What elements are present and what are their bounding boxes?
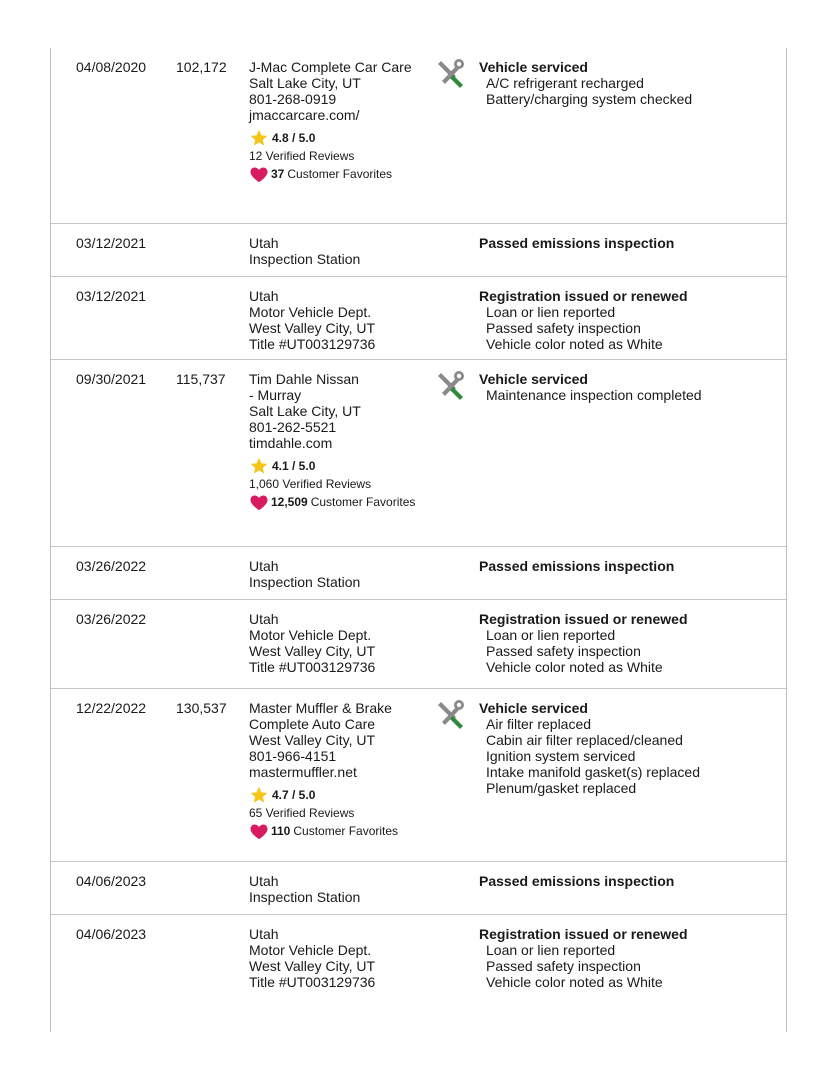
source-dept: Motor Vehicle Dept. [249,942,372,958]
comment-line: Loan or lien reported [486,942,616,958]
record-comments [479,926,779,990]
record-date: 03/26/2022 [76,558,147,574]
record-date: 09/30/2021 [76,371,147,387]
source-website[interactable]: mastermuffler.net [249,764,357,780]
wrench-screwdriver-icon [436,699,468,729]
source-website[interactable]: timdahle.com [249,435,333,451]
comment-title: Registration issued or renewed [479,288,688,304]
comment-title: Vehicle serviced [479,59,588,75]
record-date: 03/12/2021 [76,235,147,251]
record-source [249,873,429,905]
source-name: Tim Dahle Nissan - Murray [249,371,359,403]
record-source [249,926,429,990]
record-comments [479,59,779,107]
review-count[interactable]: 1,060 Verified Reviews [249,477,372,491]
star-icon [249,456,269,476]
favorites-count: 110 [271,823,291,838]
comment-line: Ignition system serviced [486,748,636,764]
source-location: Salt Lake City, UT [249,403,361,419]
comment-title: Passed emissions inspection [479,558,675,574]
source-name: Utah [249,235,279,251]
record-date: 04/08/2020 [76,59,147,75]
source-phone[interactable]: 801-262-5521 [249,419,337,435]
source-name: Utah [249,288,279,304]
comment-line: Passed safety inspection [486,643,641,659]
comment-line: Plenum/gasket replaced [486,780,637,796]
comment-title: Passed emissions inspection [479,873,675,889]
source-location: West Valley City, UT [249,320,376,336]
comment-title: Vehicle serviced [479,700,588,716]
history-record [51,600,786,689]
record-comments [479,371,779,403]
source-rating [249,785,429,805]
review-count[interactable]: 12 Verified Reviews [249,149,355,163]
record-comments [479,235,779,251]
record-comments [479,700,779,796]
source-name: Utah [249,873,279,889]
history-record [51,277,786,360]
record-odometer: 115,737 [176,371,226,387]
source-location: Inspection Station [249,251,361,267]
source-location: Inspection Station [249,574,361,590]
record-source [249,59,429,183]
star-icon [249,785,269,805]
record-source [249,288,429,352]
source-location: Inspection Station [249,889,361,905]
comment-line: Vehicle color noted as White [486,336,663,352]
customer-favorites [249,493,429,511]
source-name: Utah [249,558,279,574]
record-comments [479,558,779,574]
rating-value: 4.8 / 5.0 [272,131,316,145]
heart-icon [249,493,269,511]
favorites-count: 12,509 [271,494,308,509]
heart-icon [249,165,269,183]
record-date: 12/22/2022 [76,700,147,716]
comment-title: Vehicle serviced [479,371,588,387]
heart-icon [249,822,269,840]
comment-line: Battery/charging system checked [486,91,693,107]
source-name: Master Muffler & Brake [249,700,392,716]
favorites-label: Customer Favorites [310,494,416,509]
source-location: West Valley City, UT [249,732,376,748]
record-source [249,235,429,267]
comment-line: Loan or lien reported [486,304,616,320]
source-title-number: Title #UT003129736 [249,336,376,352]
source-location: West Valley City, UT [249,643,376,659]
record-source [249,611,429,675]
comment-title: Registration issued or renewed [479,926,688,942]
history-record [51,360,786,547]
record-comments [479,873,779,889]
source-title-number: Title #UT003129736 [249,659,376,675]
comment-line: Cabin air filter replaced/cleaned [486,732,683,748]
comment-line: A/C refrigerant recharged [486,75,644,91]
customer-favorites [249,822,429,840]
record-odometer: 130,537 [176,700,227,716]
history-record [51,862,786,915]
comment-title: Passed emissions inspection [479,235,675,251]
source-location: Salt Lake City, UT [249,75,361,91]
favorites-count: 37 [271,166,285,181]
rating-value: 4.1 / 5.0 [272,459,316,473]
record-source [249,558,429,590]
source-name: Utah [249,611,279,627]
history-record [51,48,786,224]
record-source [249,700,429,840]
comment-line: Air filter replaced [486,716,592,732]
review-count[interactable]: 65 Verified Reviews [249,806,355,820]
source-website[interactable]: jmaccarcare.com/ [249,107,360,123]
comment-line: Loan or lien reported [486,627,616,643]
favorites-label: Customer Favorites [293,823,399,838]
source-rating [249,128,429,148]
comment-line: Intake manifold gasket(s) replaced [486,764,700,780]
record-comments [479,611,779,675]
record-odometer: 102,172 [176,59,227,75]
comment-line: Vehicle color noted as White [486,974,663,990]
comment-title: Registration issued or renewed [479,611,688,627]
record-comments [479,288,779,352]
history-table [50,48,787,1032]
source-name: J-Mac Complete Car Care [249,59,412,75]
source-title-number: Title #UT003129736 [249,974,376,990]
source-phone[interactable]: 801-966-4151 [249,748,337,764]
wrench-screwdriver-icon [436,58,468,88]
rating-value: 4.7 / 5.0 [272,788,316,802]
wrench-screwdriver-icon [436,370,468,400]
record-date: 03/12/2021 [76,288,147,304]
history-record [51,224,786,277]
favorites-label: Customer Favorites [287,166,393,181]
comment-line: Maintenance inspection completed [486,387,702,403]
record-date: 04/06/2023 [76,873,147,889]
source-rating [249,456,429,476]
source-name: Utah [249,926,279,942]
source-dept: Motor Vehicle Dept. [249,304,372,320]
source-subname: Complete Auto Care [249,716,376,732]
history-record [51,915,786,1025]
record-date: 03/26/2022 [76,611,147,627]
source-phone[interactable]: 801-268-0919 [249,91,337,107]
record-date: 04/06/2023 [76,926,147,942]
record-source [249,371,429,511]
comment-line: Vehicle color noted as White [486,659,663,675]
source-location: West Valley City, UT [249,958,376,974]
source-dept: Motor Vehicle Dept. [249,627,372,643]
customer-favorites [249,165,429,183]
comment-line: Passed safety inspection [486,320,641,336]
comment-line: Passed safety inspection [486,958,641,974]
history-record [51,547,786,600]
history-record [51,689,786,862]
star-icon [249,128,269,148]
